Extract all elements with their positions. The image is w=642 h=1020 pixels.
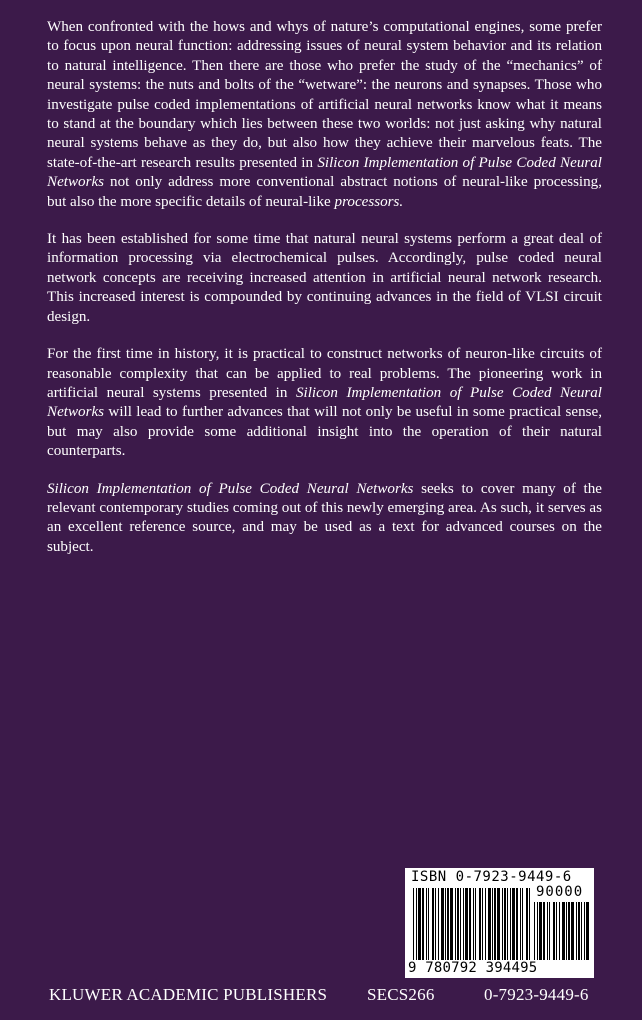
barcode-bar <box>553 902 555 960</box>
barcode-bar <box>469 888 471 960</box>
paragraph-3-text-a: For the first time in history, it is practical to construct networks of neuron-like circuits of reasonable complexity that can be applied to real problems. The pioneering work in artificial neural systems presented in <box>47 346 602 401</box>
barcode-bar <box>460 888 461 960</box>
barcode-bar <box>520 888 521 960</box>
barcode-bar <box>578 902 580 960</box>
barcode-bar <box>568 902 570 960</box>
barcode-bar <box>457 888 459 960</box>
barcode-bar <box>463 888 464 960</box>
addon-price-digits: 90000 <box>536 884 584 900</box>
paragraph-1-text-a: When confronted with the hows and whys of nature’s computational engines, some prefer to focus upon neural function: addressing issues of neural system behavior and its relation to natural intelligence. Then there are those who prefer the study of the “mechanics” of neural systems: the nuts and bolts of the “wetware”: the neurons and synapses. Those who investigate pulse coded implementations of artificial neural networks know what it means to stand at the boundary which lies between these two worlds: not just asking why natural neural systems behave as they do, but also how they achieve their marvelous feats. The state-of-the-art research results presented in <box>47 19 602 171</box>
book-title-italic: Silicon Implementation of Pulse Coded Neural Networks <box>47 480 414 497</box>
barcode-bar <box>435 888 436 960</box>
barcode-bar <box>539 902 542 960</box>
footer-isbn: 0-7923-9449-6 <box>484 985 589 1004</box>
publisher-name: KLUWER ACADEMIC PUBLISHERS <box>49 985 328 1004</box>
barcode-bar <box>502 888 503 960</box>
paragraph-4-text: seeks to cover many of the relevant contemporary studies coming out of this newly emerging area. As such, it serves as an excellent reference source, and may be used as a text for advanced courses on the subject. <box>47 480 602 555</box>
barcode-bar <box>581 902 582 960</box>
series-code: SECS266 <box>367 985 435 1004</box>
barcode-bar <box>497 888 500 960</box>
barcode-bar <box>512 888 515 960</box>
paragraph-1-text-b: not only address more conventional abstract notions of neural-like processing, but also the more specific details of neural-like <box>47 174 602 210</box>
barcode-bar <box>426 888 427 960</box>
barcode-bar <box>529 888 530 960</box>
paragraph-1-italic-end: processors. <box>334 193 404 210</box>
barcode-bar <box>494 888 496 960</box>
paragraph-2-text: It has been established for some time that natural neural systems perform a great deal of information processing via electrochemical pulses. Accordingly, pulse coded neural network concepts are receiving increased attention in artificial neural network research. This increased interest is compounded by continuing advances in the field of VLSI circuit design. <box>47 231 602 325</box>
isbn-barcode <box>405 868 594 978</box>
barcode-bar <box>492 888 493 960</box>
barcode-bar <box>418 888 421 960</box>
barcode-bar <box>432 888 434 960</box>
barcode-bar <box>488 888 491 960</box>
book-title-italic: Silicon Implementation of Pulse Coded Neural Networks <box>47 384 602 421</box>
barcode-bar <box>441 888 444 960</box>
barcode-bar <box>576 902 577 960</box>
barcode-bar <box>447 888 449 960</box>
ean-digits: 9 780792 394495 <box>408 960 538 976</box>
barcode-bar <box>534 902 535 960</box>
paragraph-3-text-b: will lead to further advances that will not only be useful in some practical sense, but may also provide some additional insight into the operation of their natural counterparts. <box>47 404 602 460</box>
barcode-bar <box>571 902 574 960</box>
book-title-italic: Silicon Implementation of Pulse Coded Neural Networks <box>47 154 602 191</box>
barcode-bar <box>475 888 476 960</box>
barcode-bar <box>479 888 481 960</box>
barcode-bar <box>438 888 439 960</box>
barcode-bar <box>566 902 567 960</box>
barcode-bar <box>586 902 589 960</box>
back-cover-blurb <box>47 18 602 575</box>
barcode-bar <box>465 888 468 960</box>
blurb-paragraph-1 <box>47 18 602 212</box>
barcode-bar <box>562 902 565 960</box>
barcode-bar <box>584 902 585 960</box>
barcode-bar <box>507 888 508 960</box>
blurb-paragraph-3 <box>47 345 602 461</box>
barcode-bar <box>445 888 446 960</box>
barcode-bar <box>549 902 550 960</box>
blurb-paragraph-2 <box>47 230 602 327</box>
barcode-bar <box>504 888 506 960</box>
blurb-paragraph-4 <box>47 480 602 558</box>
barcode-bar <box>556 902 557 960</box>
barcode-bar <box>473 888 474 960</box>
barcode-bar <box>422 888 424 960</box>
barcode-bar <box>522 888 523 960</box>
barcode-bar <box>428 888 429 960</box>
barcode-bars-icon <box>413 888 533 960</box>
barcode-bar <box>559 902 560 960</box>
barcode-bar <box>537 902 538 960</box>
barcode-bar <box>413 888 414 960</box>
barcode-bar <box>526 888 528 960</box>
barcode-bar <box>485 888 486 960</box>
barcode-bar <box>482 888 483 960</box>
barcode-bar <box>450 888 453 960</box>
barcode-bar <box>510 888 511 960</box>
barcode-bar <box>543 902 545 960</box>
barcode-bar <box>455 888 456 960</box>
barcode-bar <box>416 888 417 960</box>
barcode-bar <box>516 888 518 960</box>
isbn-label: ISBN 0-7923-9449-6 <box>411 869 572 885</box>
addon-barcode-bars-icon <box>534 902 590 960</box>
barcode-bar <box>547 902 548 960</box>
